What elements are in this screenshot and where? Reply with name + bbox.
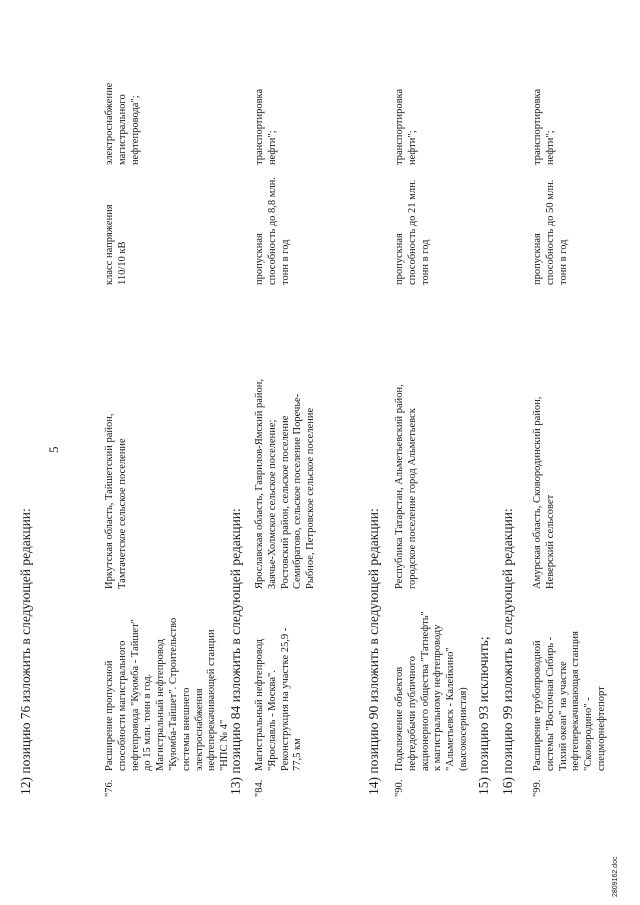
object-parameter: пропускная способность до 50 млн. тонн в год [532,179,569,285]
object-location: Иркутская область, Тайшетский район, Тамтачетское сельское поселение [104,413,128,589]
instruction-item-13: 13) позицию 84 изложить в следующей редакции: [228,508,243,795]
instruction-item-15: 15) позицию 93 исключить; [476,636,491,795]
instruction-item-14: 14) позицию 90 изложить в следующей редакции: [366,508,381,795]
object-name: Расширение пропускной способности магистрального нефтепровода "Куюмба - Тайшет" до 15 млн. тонн в год. Магистральный нефтепровод "Куюмба-Тайшет". Строительство системы внешнего электроснабжения нефтеперекачивающей станции "НПС № 4" [104,617,231,771]
object-location: Амурская область, Сковородинский район, Неверский сельсовет [532,396,556,589]
object-location: Республика Татарстан, Альметьевский район, городское поселение город Альметьевск [394,384,418,589]
row-number: "76. [104,779,115,797]
object-purpose: транспортировка нефти"; [254,88,278,165]
row-number: "90. [394,779,405,797]
object-location: Ярославская область, Гаврилов-Ямский район, Заячье-Холмское сельское поселение; Ростовский район, сельское поселение Семибратово, сельское поселение Поречье-Рыбное, Петровское сельское поселение [254,379,317,589]
page-number: 5 [46,446,61,453]
object-name: Подключение объектов нефтедобычи публичного акционерного общества "Татнефть" к магистральному нефтепроводу "Альметьевск - Калейкино" (высокосернистая) [394,611,469,771]
object-name: Магистральный нефтепровод "Ярославль - Москва". Реконструкция на участке 25,9 - 77,5 км [254,627,304,771]
object-parameter: пропускная способность до 21 млн. тонн в год [394,179,431,285]
object-purpose: транспортировка нефти"; [394,88,418,165]
instruction-item-12: 12) позицию 76 изложить в следующей редакции: [18,508,33,795]
object-parameter: пропускная способность до 8,8 млн. тонн в год [254,177,291,285]
object-purpose: транспортировка нефти"; [532,88,556,165]
object-name: Расширение трубопроводной системы "Восточная Сибирь - Тихий океан" на участке нефтеперекачивающая станция "Сковородино" - спецморнефтепорт [532,631,607,771]
row-number: "99. [532,779,543,797]
footer-filename: 2809162.doc [612,856,619,897]
row-number: "84. [254,779,265,797]
object-parameter: класс напряжения 110/10 кВ [104,204,128,285]
object-purpose: электроснабжение магистрального нефтепровода"; [104,82,141,165]
instruction-item-16: 16) позицию 99 изложить в следующей редакции: [500,508,515,795]
